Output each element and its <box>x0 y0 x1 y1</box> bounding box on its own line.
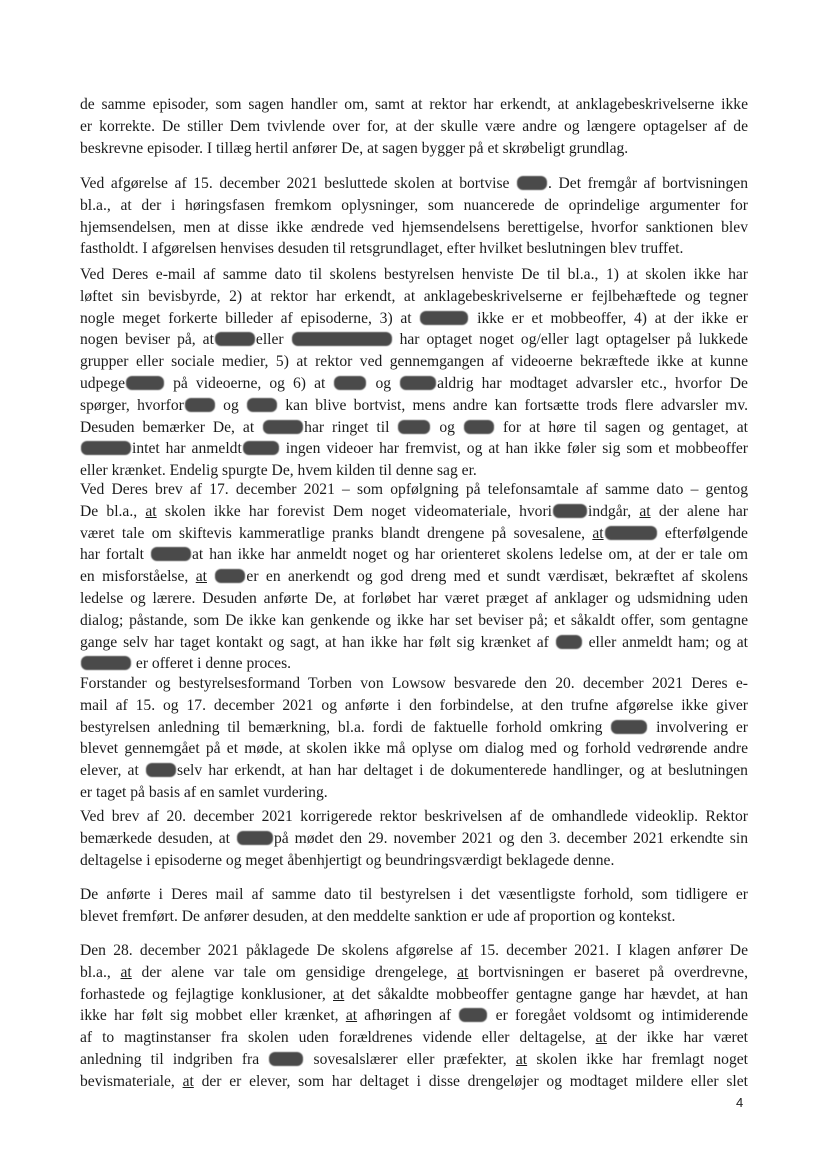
redaction <box>334 376 366 390</box>
text-line: spørger, hvorfor og kan blive bortvist, mens andre kan fortsætte trods flere advarsler mv. <box>80 396 748 414</box>
text-line: nogle meget forkerte billeder af episoderne, 3) at ikke er et mobbeoffer, 4) at der ikke er <box>80 309 749 327</box>
redaction <box>126 376 164 390</box>
text-line: eller krænket. Endelig spurgte De, hvem kilden til denne sag er. <box>80 462 477 480</box>
redaction <box>247 398 277 412</box>
redaction <box>215 569 245 583</box>
text-line: af to magtinstanser fra skolen uden forældrenes vidende eller deltagelse, at der ikke har været <box>80 1029 748 1047</box>
text-line: bevismateriale, at der er elever, som har deltaget i disse drengeløjer og modtaget mildere eller slet <box>80 1072 748 1090</box>
text-line: Ved afgørelse af 15. december 2021 besluttede skolen at bortvise . Det fremgår af bortvisningen <box>80 175 748 192</box>
text-line: bestyrelsen anledning til bemærkning, bl.a. fordi de faktuelle forhold omkring involvering er <box>80 718 748 736</box>
text-line: bl.a., at der alene var tale om gensidige drengelege, at bortvisningen er baseret på overdrevne, <box>80 963 748 981</box>
redaction <box>263 420 303 434</box>
paragraph-2 <box>80 173 748 260</box>
redaction <box>464 420 494 434</box>
paragraph-4 <box>80 479 748 675</box>
redaction <box>237 831 273 845</box>
paragraph-8 <box>80 940 748 1093</box>
text-line: er taget på basis af en samlet vurdering. <box>80 783 328 801</box>
text-line: De bl.a., at skolen ikke har forevist Dem noget videomateriale, hvori indgår, at der alene har <box>80 502 748 520</box>
text-line: De anførte i Deres mail af samme dato til bestyrelsen i det væsentligste forhold, som tidligere er <box>80 886 748 903</box>
text-line: de samme episoder, som sagen handler om, samt at rektor har erkendt, at anklagebeskrivelserne ikke <box>80 96 748 113</box>
text-line: ikke har følt sig mobbet eller krænket, at afhøringen af er foregået voldsomt og intimiderende <box>80 1007 749 1025</box>
text-line: Ved Deres e-mail af samme dato til skolens bestyrelsen henviste De til bl.a., 1) at skolen ikke har <box>80 266 748 283</box>
text-line: Ved Deres brev af 17. december 2021 – som opfølgning på telefonsamtale af samme dato – gentog <box>80 481 748 498</box>
text-line: forhastede og fejlagtige konklusioner, at det såkaldte mobbeoffer gentagne gange har hævdet, at han <box>80 985 748 1003</box>
text-line: nogen beviser på, at eller har optaget noget og/eller lagt optagelser på lukkede <box>80 331 748 349</box>
text-line: intet har anmeldt ingen videoer har fremvist, og at han ikke føler sig som et mobbeoffer <box>80 438 748 460</box>
text-line: fastholdt. I afgørelsen henvises desuden til retsgrundlaget, efter hvilket beslutningen blev truffet. <box>80 240 684 258</box>
redaction <box>292 332 392 346</box>
text-line: er korrekte. De stiller Dem tvivlende over for, at der skulle være andre og længere optagelser af de <box>80 117 748 135</box>
text-line: mail af 15. og 17. december 2021 og anførte i den forbindelse, at den trufne afgørelse ikke giver <box>80 696 748 714</box>
text-line: beskrevne episoder. I tillæg hertil anfører De, at sagen bygger på et skrøbeligt grundlag. <box>80 139 629 157</box>
text-line: er offeret i denne proces. <box>80 653 748 675</box>
paragraph-6 <box>80 806 748 871</box>
text-line: blevet gennemgået på et møde, at skolen ikke må oplyse om dialog med og forhold vedrørende andre <box>80 740 748 758</box>
text-line: gange selv har taget kontakt og sagt, at han ikke har følt sig krænket af eller anmeldt ham; og at <box>80 633 749 651</box>
text-line: hjemsendelsen, men at disse ikke ændrede ved hjemsendelsens berettigelse, hvorfor sanktionen blev <box>80 218 748 236</box>
redaction <box>611 720 647 734</box>
redaction <box>81 656 131 670</box>
paragraph-5 <box>80 673 748 804</box>
redaction <box>81 441 131 455</box>
text-line: deltagelse i episoderne og meget åbenhjertigt og beundringsværdigt beklagede denne. <box>80 851 615 869</box>
text-line: Den 28. december 2021 påklagede De skolens afgørelse af 15. december 2021. I klagen anfører De <box>80 942 748 959</box>
text-line: har fortalt at han ikke har anmeldt noget og har orienteret skolens ledelse om, at der er tale om <box>80 546 748 564</box>
redaction <box>215 332 255 346</box>
redaction <box>398 420 430 434</box>
redaction <box>605 526 657 540</box>
text-line: været tale om skiftevis kammeratlige pranks blandt drengene på sovesalene, at efterfølgende <box>80 524 748 542</box>
text-line: elever, at selv har erkendt, at han har deltaget i de dokumenterede handlinger, og at beslutningen <box>80 762 748 780</box>
text-line: Ved brev af 20. december 2021 korrigerede rektor beskrivelsen af de omhandlede videoklip. Rektor <box>80 808 748 825</box>
redaction <box>400 376 436 390</box>
text-line: Desuden bemærker De, at har ringet til og for at høre til sagen og gentaget, at <box>80 418 748 436</box>
redaction <box>420 311 468 325</box>
redaction <box>146 763 176 777</box>
text-line: udpege på videoerne, og 6) at og aldrig har modtaget advarsler etc., hvorfor De <box>80 374 748 392</box>
page-number: 4 <box>736 1095 744 1110</box>
text-line: dialog; påstande, som De ikke kan genkende og ikke har set beviser på; et såkaldt offer, som gentagne <box>80 611 748 629</box>
text-line: bl.a., at der i høringsfasen fremkom oplysninger, som nuancerede de oprindelige argumenter for <box>80 196 748 214</box>
text-line: løftet sin bevisbyrde, 2) at rektor har erkendt, at anklagebeskrivelserne er fejlbehæftede og tegner <box>80 287 748 305</box>
redaction <box>517 176 547 190</box>
redaction <box>553 504 587 518</box>
redaction <box>269 1052 303 1066</box>
redaction <box>185 398 215 412</box>
redaction <box>556 635 582 649</box>
paragraph-7 <box>80 884 748 928</box>
text-line: blevet fremført. De anfører desuden, at den meddelte sanktion er ude af proportion og kontekst. <box>80 907 676 925</box>
text-line: Forstander og bestyrelsesformand Torben von Lowsow besvarede den 20. december 2021 Deres e- <box>80 675 748 692</box>
redaction <box>243 441 279 455</box>
text-line: ledelse og lærere. Desuden anførte De, at forløbet har været præget af anklager og udsmidning uden <box>80 589 748 607</box>
redaction <box>151 547 191 561</box>
text-line: bemærkede desuden, at på mødet den 29. november 2021 og den 3. december 2021 erkendte sin <box>80 829 748 847</box>
text-line: anledning til indgriben fra sovesalslærer eller præfekter, at skolen ikke har fremlagt noget <box>80 1050 749 1068</box>
paragraph-1 <box>80 94 748 159</box>
text-line: en misforståelse, at er en anerkendt og god dreng med et sundt værdisæt, bekræftet af skolens <box>80 568 748 586</box>
paragraph-3 <box>80 264 748 482</box>
text-line: grupper eller sociale medier, 5) at rektor ved gennemgangen af videoerne bekræftede ikke at kunne <box>80 353 748 371</box>
redaction <box>459 1008 487 1022</box>
